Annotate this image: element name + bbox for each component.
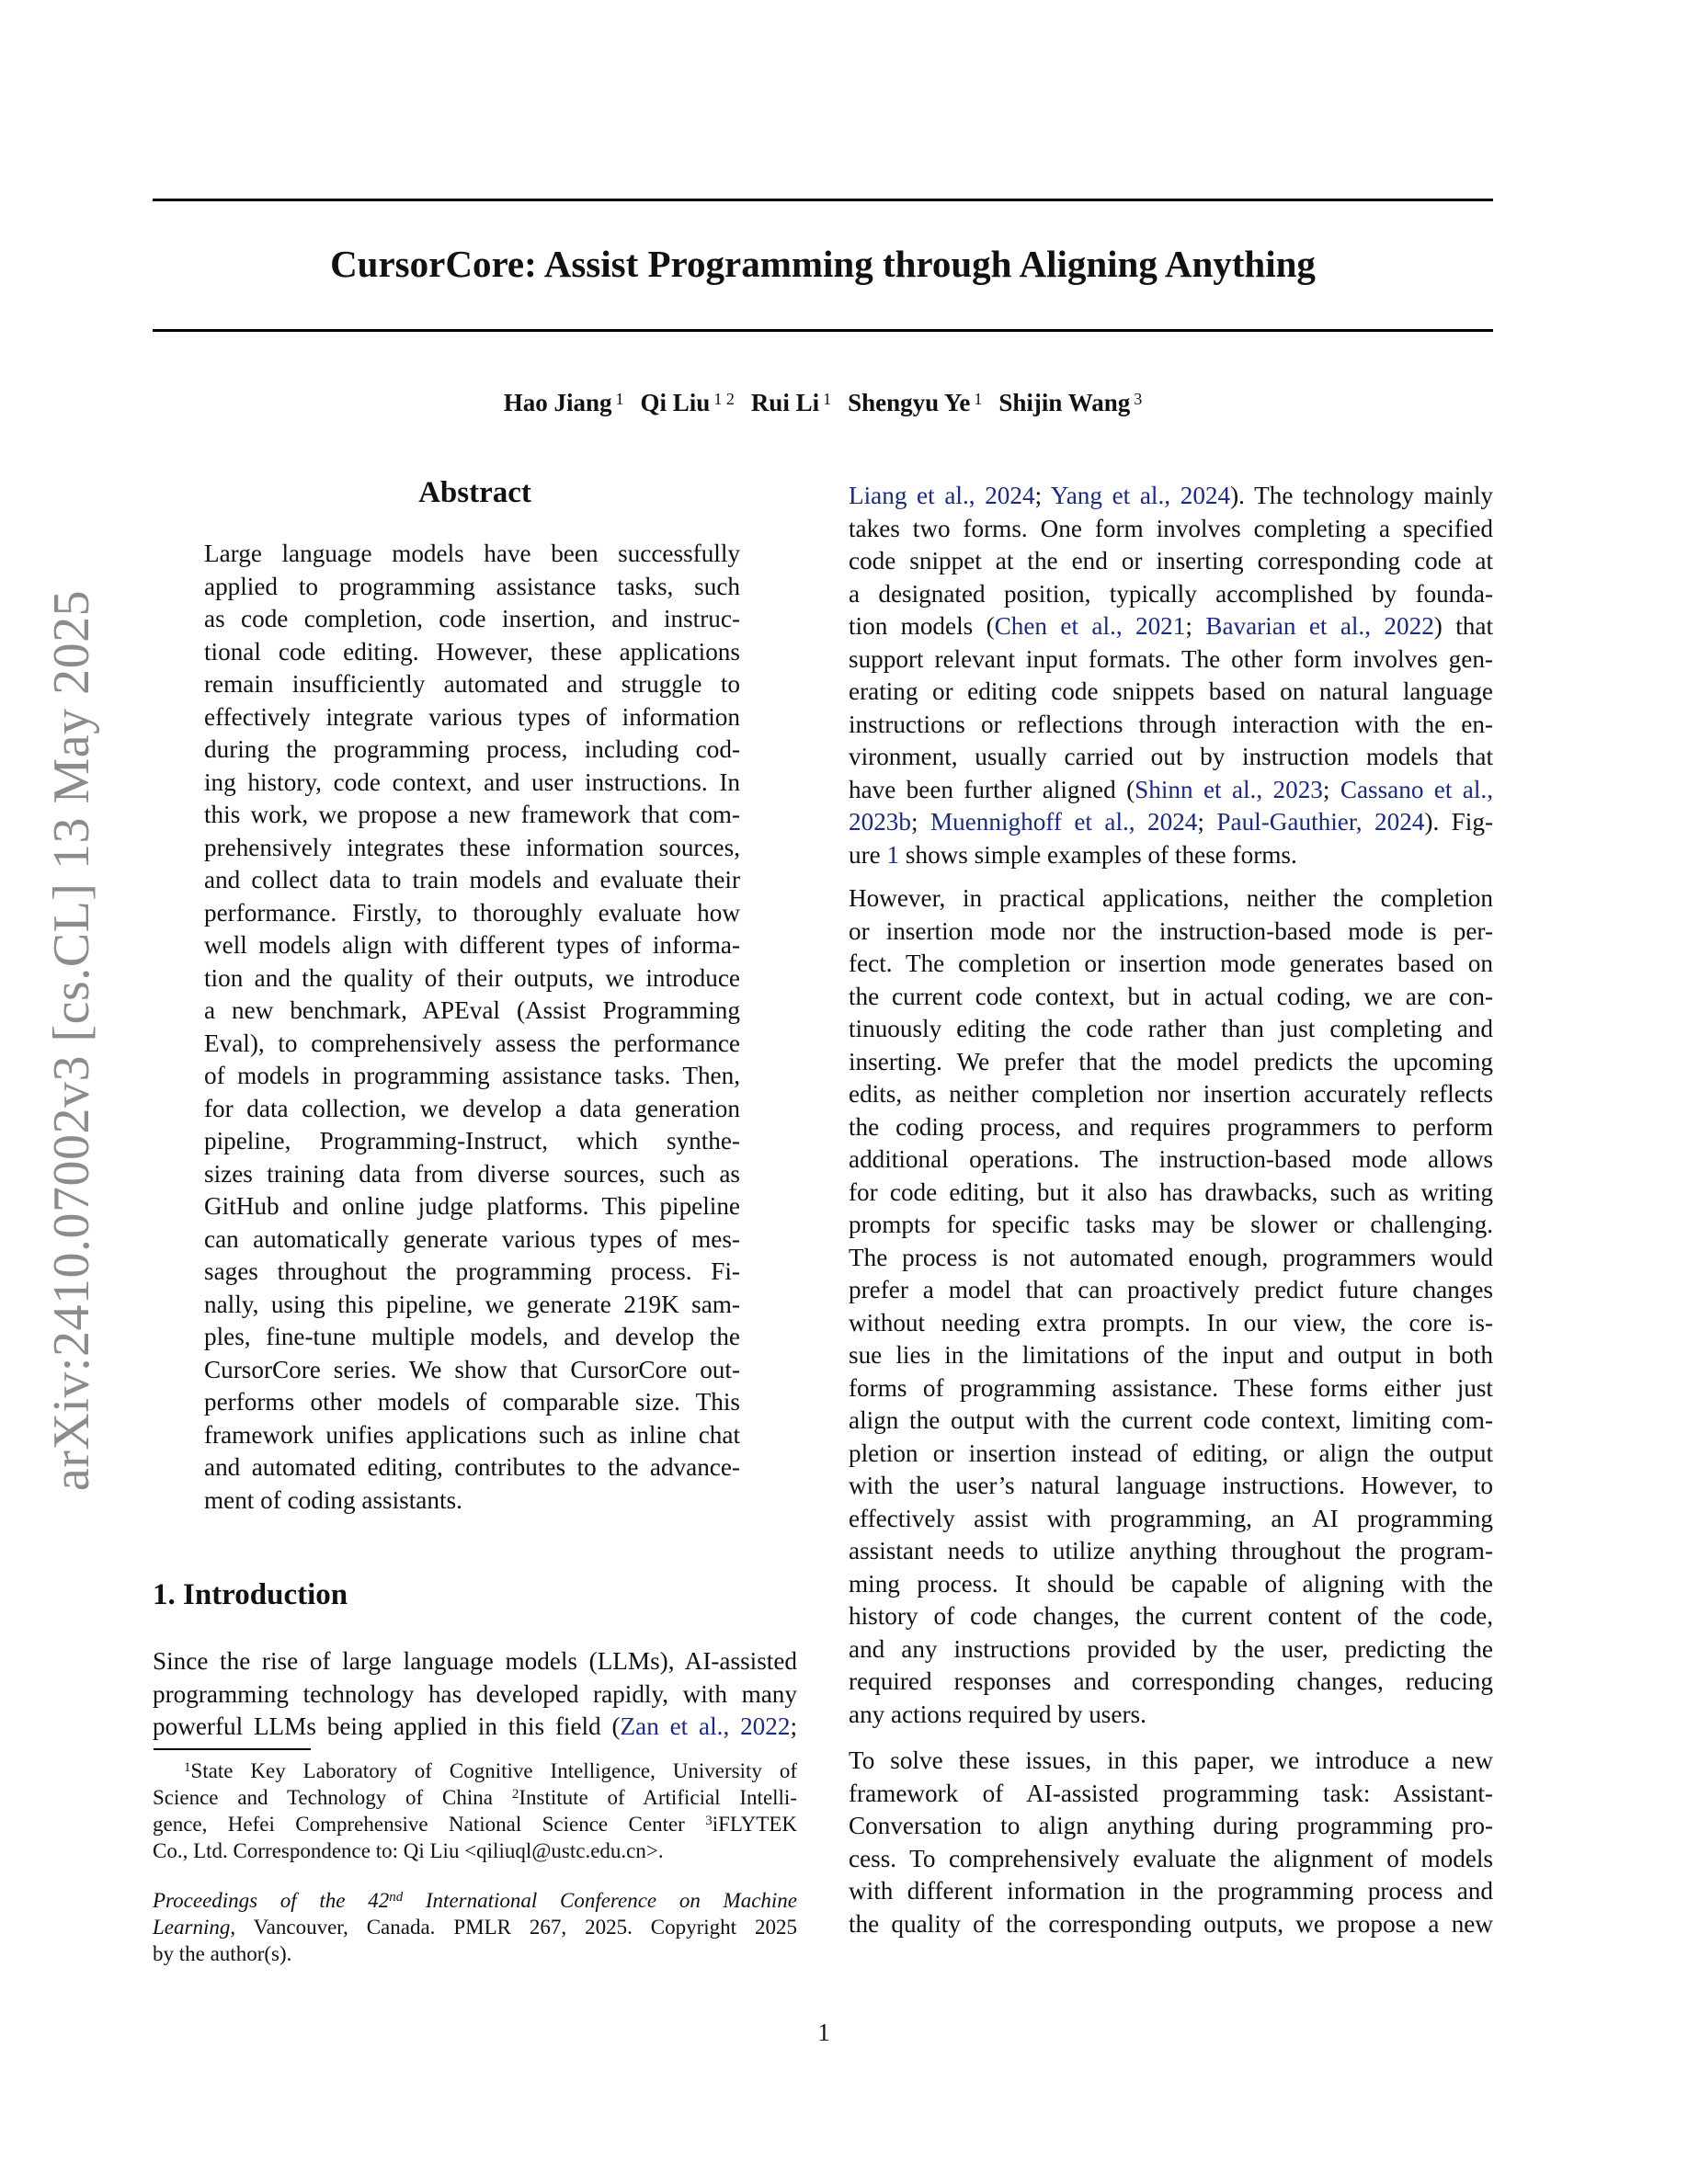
intro-line: The process is not automated enough, programmers would — [849, 1243, 1493, 1271]
paper-title: CursorCore: Assist Programming through Aligning Anything — [330, 243, 1316, 285]
abstract-line: Large language models have been successfully — [204, 540, 740, 567]
abstract-line: tional code editing. However, these applications — [204, 637, 740, 665]
intro-line: for code editing, but it also has drawbacks, such as writing — [849, 1177, 1493, 1206]
author-affiliation-mark: 1 — [615, 390, 624, 408]
affiliation-mark: 3 — [705, 1814, 713, 1828]
intro-line: support relevant input formats. The other form involves gen- — [849, 644, 1493, 673]
intro-line: the current code context, but in actual coding, we are con- — [849, 982, 1493, 1010]
abstract-line: prehensively integrates these information sources, — [204, 833, 740, 861]
intro-right-paragraph-2 — [849, 882, 1493, 1731]
intro-line: vironment, usually carried out by instruction models that — [849, 743, 1493, 770]
abstract-line: sages throughout the programming process. Fi- — [204, 1257, 740, 1285]
citation-link[interactable]: Zan et al., 2022 — [620, 1712, 791, 1740]
intro-line: To solve these issues, in this paper, we introduce a new — [849, 1746, 1493, 1774]
intro-line: tinuously editing the code rather than just completing and — [849, 1015, 1493, 1042]
abstract-line: for data collection, we develop a data generation — [204, 1094, 740, 1122]
author-affiliation-mark: 1 2 — [713, 390, 735, 408]
intro-line: powerful LLMs being applied in this field (Zan et al., 2022; — [153, 1712, 798, 1740]
intro-line: required responses and corresponding changes, reducing — [849, 1667, 1493, 1695]
abstract-line: during the programming process, including cod- — [204, 735, 740, 763]
abstract-line: ment of coding assistants. — [204, 1485, 462, 1514]
intro-line: fect. The completion or insertion mode generates based on — [849, 950, 1493, 977]
intro-line: any actions required by users. — [849, 1700, 1146, 1728]
proceedings-line-3: by the author(s). — [153, 1942, 292, 1965]
author-list — [153, 386, 1493, 419]
intro-line: cess. To comprehensively evaluate the alignment of models — [849, 1844, 1493, 1872]
author-name: Shengyu Ye — [848, 389, 971, 416]
intro-line: history of code changes, the current content of the code, — [849, 1602, 1493, 1630]
author-name: Shijin Wang — [998, 389, 1131, 416]
intro-line: additional operations. The instruction-based mode allows — [849, 1145, 1493, 1173]
abstract-line: and collect data to train models and evaluate their — [204, 866, 740, 893]
author-name: Rui Li — [750, 389, 820, 416]
intro-line: 2023b; Muennighoff et al., 2024; Paul-Gauthier, 2024). Fig- — [849, 808, 1493, 836]
abstract-line: ples, fine-tune multiple models, and develop the — [204, 1323, 740, 1350]
intro-line: with different information in the programming process and — [849, 1877, 1493, 1905]
affiliation-mark: 2 — [511, 1787, 519, 1802]
abstract-heading: Abstract — [418, 476, 531, 509]
intro-line: Conversation to align anything during programming pro- — [849, 1812, 1493, 1839]
abstract-line: effectively integrate various types of information — [204, 702, 740, 731]
abstract-line: CursorCore series. We show that CursorCore out- — [204, 1355, 740, 1383]
intro-line: forms of programming assistance. These forms either just — [849, 1373, 1493, 1402]
abstract-line: a new benchmark, APEval (Assist Programming — [204, 996, 740, 1024]
author-affiliation-mark: 3 — [1134, 390, 1143, 408]
abstract-line: framework unifies applications such as inline chat — [204, 1420, 740, 1449]
abstract-line: pipeline, Programming-Instruct, which synthe- — [204, 1127, 740, 1155]
arxiv-stamp-text: arXiv:2410.07002v3 [cs.CL] 13 May 2025 — [43, 589, 100, 1492]
section-heading-introduction: 1. Introduction — [153, 1578, 348, 1611]
abstract-line: GitHub and online judge platforms. This pipeline — [204, 1192, 740, 1220]
intro-line: a designated position, typically accomplished by founda- — [849, 579, 1493, 608]
intro-line: tion models (Chen et al., 2021; Bavarian et al., 2022) that — [849, 612, 1493, 640]
citation-link[interactable]: Bavarian et al., 2022 — [1205, 612, 1434, 640]
intro-line: However, in practical applications, neither the completion — [849, 884, 1493, 912]
abstract-line: well models align with different types of informa- — [204, 931, 740, 959]
intro-line: erating or editing code snippets based on natural language — [849, 677, 1493, 705]
author-name: Qi Liu — [640, 389, 711, 416]
abstract-line: and automated editing, contributes to the advance- — [204, 1453, 740, 1481]
citation-link[interactable]: Cassano et al., — [1340, 775, 1493, 803]
abstract-line: can automatically generate various types of mes- — [204, 1224, 740, 1253]
author-affiliation-mark: 1 — [974, 390, 983, 408]
abstract-line: applied to programming assistance tasks, such — [204, 572, 740, 600]
citation-link[interactable]: Chen et al., 2021 — [994, 612, 1186, 640]
author-affiliation-mark: 1 — [823, 390, 832, 408]
intro-line: prefer a model that can proactively predict future changes — [849, 1276, 1493, 1303]
abstract-line: remain insufficiently automated and struggle to — [204, 670, 740, 698]
intro-line: align the output with the current code context, limiting com- — [849, 1406, 1493, 1434]
abstract-line: performance. Firstly, to thoroughly evaluate how — [204, 898, 740, 927]
author-name: Hao Jiang — [503, 389, 612, 416]
abstract-line: sizes training data from diverse sources, such as — [204, 1159, 740, 1188]
author — [641, 389, 735, 416]
author — [998, 389, 1142, 416]
intro-line: without needing extra prompts. In our view, the core is- — [849, 1308, 1493, 1337]
abstract-line: tion and the quality of their outputs, we introduce — [204, 963, 740, 992]
citation-link[interactable]: Paul-Gauthier, 2024 — [1216, 808, 1425, 836]
abstract-line: performs other models of comparable size. This — [204, 1388, 740, 1416]
intro-line: edits, as neither completion nor insertion accurately reflects — [849, 1080, 1493, 1108]
proceedings-line-2: Learning, Vancouver, Canada. PMLR 267, 2025. Copyright 2025 — [153, 1916, 797, 1939]
intro-line: and any instructions provided by the user, predicting the — [849, 1634, 1493, 1663]
page-number: 1 — [817, 2019, 830, 2046]
footnote-line: Science and Technology of China $^2$Institute of Artificial Intelli- — [153, 1786, 797, 1809]
abstract-line: as code completion, code insertion, and instruc- — [204, 605, 740, 632]
intro-line: Since the rise of large language models (LLMs), AI-assisted — [153, 1647, 797, 1675]
intro-right-paragraph-3 — [849, 1745, 1493, 1940]
author — [751, 389, 831, 416]
intro-line: takes two forms. One form involves completing a specified — [849, 514, 1493, 542]
abstract-line: this work, we propose a new framework that com- — [204, 801, 740, 828]
citation-link[interactable]: 2023b — [849, 808, 911, 836]
abstract-body — [204, 538, 740, 1517]
title-top-rule — [153, 199, 1493, 201]
intro-right-paragraph-1 — [849, 480, 1493, 871]
footnote-line: $^1$State Key Laboratory of Cognitive Intelligence, University of — [184, 1759, 797, 1782]
proceedings-line-1: Proceedings of the 42nd International Conference on Machine — [153, 1889, 797, 1912]
intro-line: code snippet at the end or inserting corresponding code at — [849, 547, 1493, 574]
abstract-line: ing history, code context, and user instructions. In — [204, 768, 740, 796]
intro-line: programming technology has developed rapidly, with many — [153, 1679, 797, 1708]
intro-line: prompts for specific tasks may be slower or challenging. — [849, 1211, 1493, 1238]
intro-line: with the user’s natural language instructions. However, to — [849, 1472, 1493, 1499]
intro-left-column — [153, 1645, 797, 1744]
intro-line: inserting. We prefer that the model predicts the upcoming — [849, 1047, 1493, 1075]
citation-link[interactable]: Liang et al., 2024 — [849, 482, 1035, 509]
intro-line: ming process. It should be capable of aligning with the — [849, 1569, 1493, 1598]
author — [848, 389, 982, 416]
citation-link[interactable]: Muennighoff et al., 2024 — [930, 808, 1198, 836]
intro-line: effectively assist with programming, an AI programming — [849, 1504, 1493, 1532]
proceedings-note — [153, 1887, 797, 1967]
intro-line: framework of AI-assisted programming task: Assistant- — [849, 1779, 1493, 1807]
intro-line: have been further aligned (Shinn et al., 2023; Cassano et al., — [849, 775, 1493, 803]
footnote-line: gence, Hefei Comprehensive National Science Center $^3$iFLYTEK — [153, 1813, 797, 1836]
abstract-line: Eval), to comprehensively assess the performance — [204, 1029, 740, 1057]
abstract-line: nally, using this pipeline, we generate 219K sam- — [204, 1290, 740, 1318]
affiliation-footnote — [153, 1757, 797, 1864]
intro-line: or insertion mode nor the instruction-based mode is per- — [849, 916, 1493, 945]
abstract-line: of models in programming assistance tasks. Then, — [204, 1062, 740, 1089]
intro-line: ure 1 shows simple examples of these forms. — [849, 840, 1297, 869]
citation-link[interactable]: 1 — [886, 840, 900, 869]
intro-line: the quality of the corresponding outputs, we propose a new — [849, 1909, 1493, 1938]
citation-link[interactable]: Yang et al., 2024 — [1050, 482, 1231, 509]
footnote-rule — [154, 1748, 311, 1750]
author — [504, 389, 624, 416]
affiliation-mark: 1 — [184, 1760, 191, 1775]
intro-line: pletion or insertion instead of editing, or align the output — [849, 1439, 1493, 1467]
intro-line: the coding process, and requires programmers to perform — [849, 1112, 1493, 1141]
citation-link[interactable]: Shinn et al., 2023 — [1135, 775, 1323, 803]
intro-line: assistant needs to utilize anything throughout the program- — [849, 1537, 1493, 1564]
footnote-line: Co., Ltd. Correspondence to: Qi Liu <qiliuql@ustc.edu.cn>. — [153, 1839, 664, 1862]
title-bottom-rule — [153, 329, 1493, 332]
intro-line: instructions or reflections through interaction with the en- — [849, 710, 1493, 738]
intro-line: sue lies in the limitations of the input and output in both — [849, 1341, 1493, 1369]
intro-line: Liang et al., 2024; Yang et al., 2024). The technology mainly — [849, 482, 1493, 509]
